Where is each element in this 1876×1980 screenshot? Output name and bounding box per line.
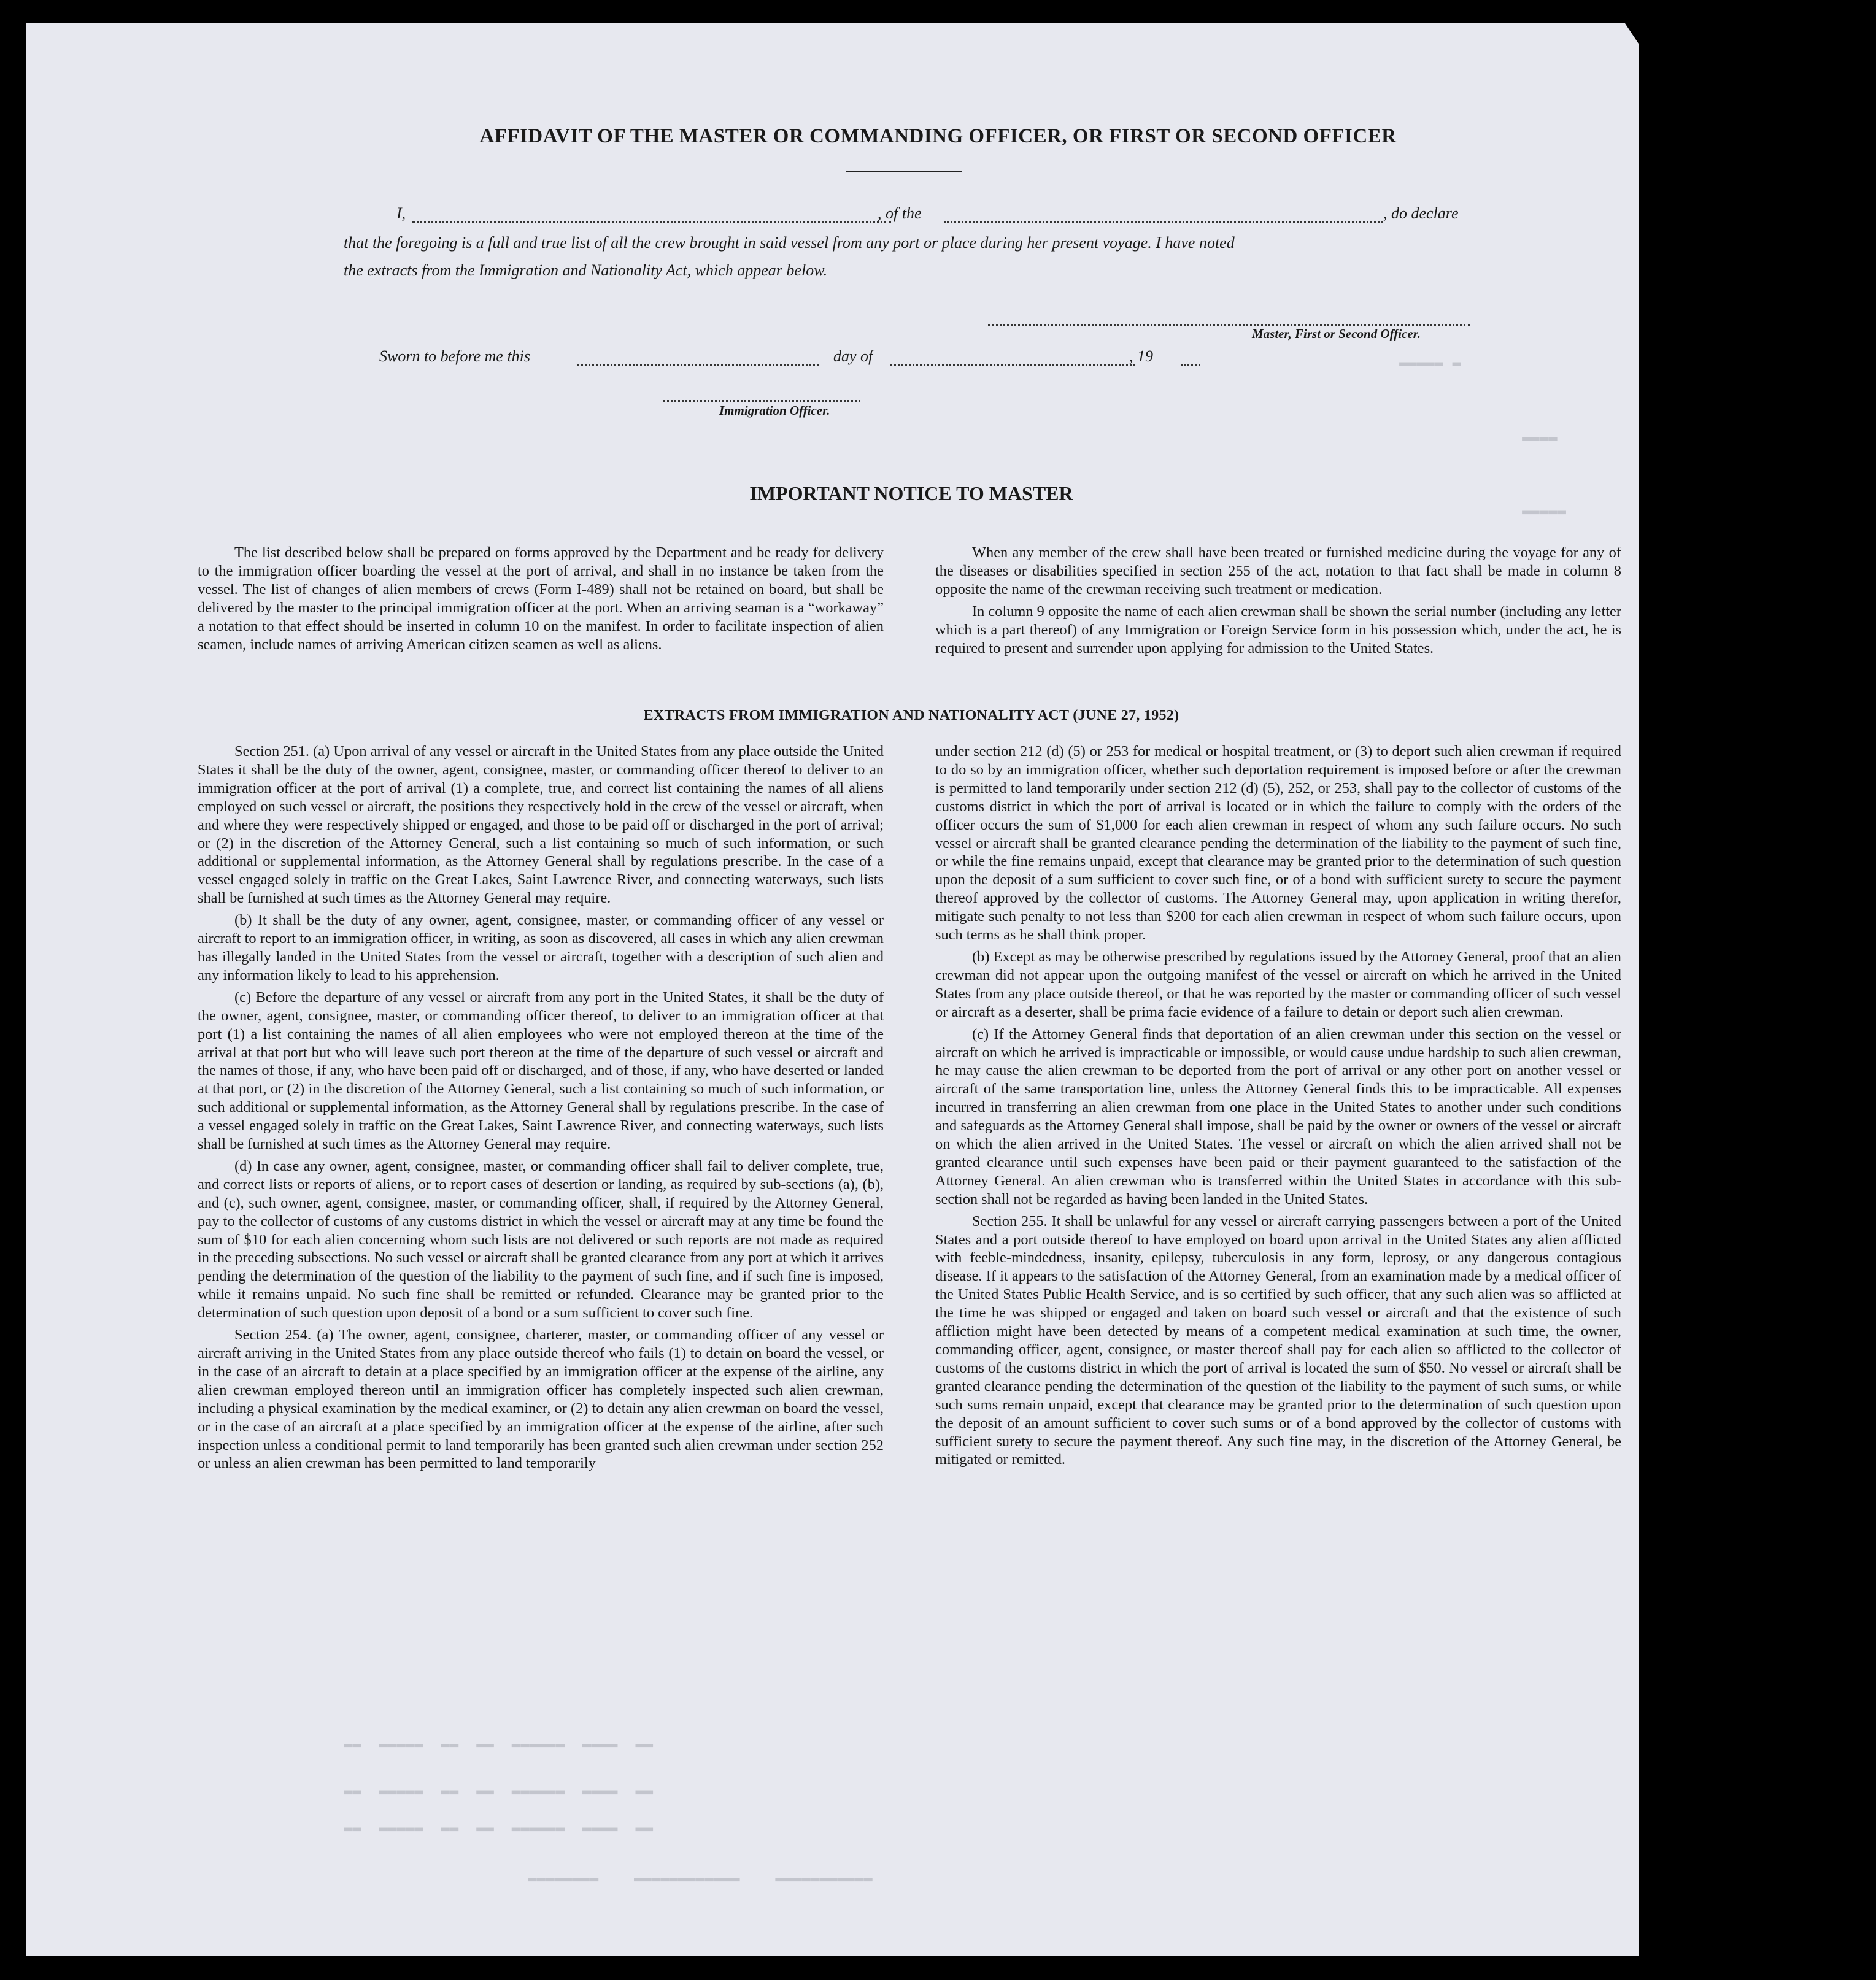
extracts-right-column bbox=[935, 742, 1621, 1469]
show-through-text: ▬▬ ▬▬▬▬ ▬▬▬▬▬▬ ▬▬ ▬▬ ▬▬▬▬▬ ▬▬ bbox=[344, 1820, 654, 1836]
sworn-day-field[interactable] bbox=[577, 364, 819, 366]
punch-hole bbox=[1708, 1681, 1740, 1713]
punch-hole bbox=[1708, 223, 1740, 255]
notice-right-paragraph-1: When any member of the crew shall have been treated or furnished medicine during the voyage for any of the diseases or disabilities specified in section 255 of the act, notation to that fact shall be made in column 8 opposite the name of the crewman receiving such treatment or medication. bbox=[935, 544, 1621, 598]
punch-hole bbox=[1708, 620, 1740, 652]
master-signature-field[interactable] bbox=[988, 324, 1470, 326]
section-251-a: Section 251. (a) Upon arrival of any vessel or aircraft in the United States from any place outside the United States it shall be the duty of the owner, agent, consignee, master, or commanding officer thereof to deliver to an immigration officer at the port of arrival (1) a complete, true, and correct list containing the names of all aliens employed on such vessel or aircraft, the positions they respectively hold in the crew of the vessel or aircraft, when and where they were respectively shipped or engaged, and those to be paid off or discharged in the port of arrival; or (2) in the discretion of the Attorney General, such a list containing so much of such information, or such additional or supplemental information, as the Attorney General shall by regulations prescribe. In the case of a vessel engaged solely in traffic on the Great Lakes, Saint Lawrence River, and connecting waterways, such lists shall be furnished at such times as the Attorney General may require. bbox=[198, 743, 884, 907]
section-254-a: Section 254. (a) The owner, agent, consignee, charterer, master, or commanding officer of any vessel or aircraft arriving in the United States from any place outside thereof who fails (1) to detain on board the vessel, or in the case of an aircraft to detain at a place specified by an immigration officer at the expense of the airline, any alien crewman employed thereon until an immigration officer has completely inspected such alien crewman, including a physical examination by the medical examiner, or (2) to detain any alien crewman on board the vessel, or in the case of an aircraft at a place specified by an immigration officer at the expense of the airline, after such inspection unless a conditional permit to land temporarily has been granted such alien crewman under section 252 or unless an alien crewman has been permitted to land temporarily bbox=[198, 1327, 884, 1472]
notice-right-column bbox=[935, 544, 1621, 657]
declaration-i-label: I, bbox=[396, 204, 406, 222]
affidavit-title: AFFIDAVIT OF THE MASTER OR COMMANDING OFFICER, OR FIRST OR SECOND OFFICER bbox=[479, 125, 1397, 147]
section-254-c: (c) If the Attorney General finds that deportation of an alien crewman under this section on the vessel or aircraft on which he arrived is impracticable or impossible, or would cause undue hardship to such alien crewman, he may cause the alien crewman to be deported from the port of arrival or any other port on another vessel or aircraft of the same transportation line, unless the Attorney General finds this to be impracticable. All expenses incurred in transferring an alien crewman from one place in the United States to another under such conditions and safeguards as the Attorney General shall impose, shall be paid by the owner or owners of the vessel or aircraft on which the alien arrived in the United States. The vessel or aircraft on which the alien arrived shall not be granted clearance until such expenses have been paid or their payment guaranteed to the satisfaction of the Attorney General. An alien crewman who is transferred within the United States in accordance with this sub-section shall not be regarded as having been landed in the United States. bbox=[935, 1025, 1621, 1208]
extracts-heading: EXTRACTS FROM IMMIGRATION AND NATIONALITY ACT (JUNE 27, 1952) bbox=[643, 707, 1179, 723]
vessel-name-field[interactable] bbox=[944, 221, 1383, 223]
sworn-year-field[interactable] bbox=[1181, 364, 1200, 366]
show-through-text: ▬▬ ▬▬▬▬ ▬▬▬▬▬▬ ▬▬ ▬▬ ▬▬▬▬▬ ▬▬ bbox=[344, 1783, 654, 1800]
sworn-month-field[interactable] bbox=[890, 364, 1135, 366]
show-through-text: ▬▬▬▬ bbox=[1522, 430, 1558, 446]
declaration-do-declare-label: , do declare bbox=[1383, 204, 1459, 222]
section-251-c: (c) Before the departure of any vessel or aircraft from any port in the United States, it shall be the duty of the owner, agent, consignee, master, or commanding officer thereof, to deliver to an immigration officer at that port (1) a list containing the names of all alien employees who were not employed thereon at the time of the arrival at that port but who will leave such port thereon at the time of the departure of such vessel or aircraft and the names of those, if any, who have been paid off or discharged, and of those, if any, who have deserted or landed at that port, or (2) in the discretion of the Attorney General, such a list containing so much of such information, or such additional or supplemental information, as the Attorney General shall by regulations prescribe. In the case of a vessel engaged solely in traffic on the Great Lakes, Saint Lawrence River, and connecting waterways, such lists shall be furnished at such times as the Attorney General may require. bbox=[198, 988, 884, 1153]
declaration-of-the-label: , of the bbox=[878, 204, 922, 222]
notice-heading: IMPORTANT NOTICE TO MASTER bbox=[749, 482, 1073, 504]
section-251-d: (d) In case any owner, agent, consignee, master, or commanding officer shall fail to deliver complete, true, and correct lists or reports of aliens, or to report cases of desertion or landing, as required by sub-sections (a), (b), and (c), such owner, agent, consignee, master, or commanding officer, shall, if required by the Attorney General, pay to the collector of customs of any customs district in which the vessel or aircraft may at any time be found the sum of $10 for each alien concerning whom such lists are not delivered or such reports are not made as required in the preceding subsections. No such vessel or aircraft shall be granted clearance from any port at which it arrives pending the determination of the question of the liability to the payment of such fine, and if such fine is imposed, while it remains unpaid. No such fine shall be remitted or refunded. Clearance may be granted prior to the determination of such question upon deposit of a bond or a sum sufficient to cover such fine. bbox=[198, 1157, 884, 1322]
section-254-a-continued: under section 212 (d) (5) or 253 for medical or hospital treatment, or (3) to deport such alien crewman if required to do so by an immigration officer, whether such deportation requirement is imposed before or after the crewman is permitted to land temporarily under section 212 (d) (5), 252, or 253, shall pay to the collector of customs of the customs district in which the port of arrival is located or in which the failure to comply with the orders of the officer occurs the sum of $1,000 for each alien crewman in respect of whom any such failure occurs. No such vessel or aircraft shall be granted clearance pending the determination of the liability to the payment of such fine, or while the fine remains unpaid, except that clearance may be granted prior to the determination of such question upon the deposit of a sum sufficient to cover such fine, or of a bond with sufficient surety to secure the payment thereof approved by the collector of customs. The Attorney General may, upon application in writing therefor, mitigate such penalty to not less than $200 for each alien crewman in respect of whom such failure occurs, upon such terms as he shall think proper. bbox=[935, 743, 1621, 944]
show-through-text: ▬ ▬▬▬▬▬ bbox=[1399, 355, 1461, 371]
section-251-b: (b) It shall be the duty of any owner, agent, consignee, master, or commanding officer of any vessel or aircraft to report to an immigration officer, in writing, as soon as discovered, all cases in which any alien crewman has illegally landed in the United States from the vessel or aircraft, together with a description of such alien and any information likely to lead to his apprehension. bbox=[198, 912, 884, 984]
punch-hole bbox=[1708, 326, 1740, 358]
sworn-year-prefix: , 19 bbox=[1129, 347, 1153, 365]
show-through-text: ▬▬ ▬▬▬▬ ▬▬▬▬▬▬ ▬▬ ▬▬ ▬▬▬▬▬ ▬▬ bbox=[344, 1736, 654, 1753]
section-254-b: (b) Except as may be otherwise prescribed by regulations issued by the Attorney General, proof that an alien crewman did not appear upon the outgoing manifest of the vessel or aircraft on which he arrived in the United States from any place outside thereof, or that he was reported by the master or commanding officer of such vessel or aircraft as a deserter, shall be prima facie evidence of a failure to detain or deport such alien crewman. bbox=[935, 948, 1621, 1020]
extracts-left-column bbox=[198, 742, 884, 1473]
master-signature-caption: Master, First or Second Officer. bbox=[1252, 326, 1421, 341]
notice-left-column bbox=[198, 544, 884, 653]
section-255: Section 255. It shall be unlawful for any vessel or aircraft carrying passengers between a port of the United States and a port outside thereof to have employed on board upon arrival in the United States any alien afflicted with feeble-mindedness, insanity, epilepsy, tuberculosis in any form, leprosy, or any dangerous contagious disease. If it appears to the satisfaction of the Attorney General, from an examination made by a medical officer of the United States Public Health Service, and is so certified by such officer, that any such alien was so afflicted at the time he was shipped or engaged and taken on board such vessel or aircraft and that the existence of such affliction might have been detected by means of a competent medical examination at such time, the owner, commanding officer, agent, consignee, or master thereof shall pay for each alien so afflicted to the collector of customs of the customs district in which the port of arrival is located the sum of $50. No vessel or aircraft shall be granted clearance pending the determination of the question of the liability to the payment of such sums, or while such sums remain unpaid, except that clearance may be granted prior to the determination of such question upon the deposit of an amount sufficient to cover such sums or of a bond approved by the collector of customs with sufficient surety to secure the payment thereof. Any such fine may, in the discretion of the Attorney General, be mitigated or remitted. bbox=[935, 1212, 1621, 1468]
declaration-line-3: the extracts from the Immigration and Nationality Act, which appear below. bbox=[344, 261, 828, 279]
show-through-text: ▬▬▬▬▬▬▬▬▬▬▬ ▬▬▬▬▬▬▬▬▬▬▬▬ ▬▬▬▬▬▬▬▬ bbox=[528, 1870, 873, 1887]
notice-left-paragraph: The list described below shall be prepared on forms approved by the Department and be ready for delivery to the immigration officer boarding the vessel at the port of arrival, and shall in no instance be taken from the vessel. The list of changes of alien members of crews (Form I-489) shall not be retained on board, but shall be delivered by the master to the principal immigration officer at the port. When an arriving seaman is a “workaway” a notation to that effect should be inserted in column 10 on the manifest. In order to facilitate inspection of alien seamen, include names of arriving American citizen seamen as well as aliens. bbox=[198, 544, 884, 653]
notice-right-paragraph-2: In column 9 opposite the name of each alien crewman shall be shown the serial number (including any letter which is a part thereof) of any Immigration or Foreign Service form in his possession which, under the act, he is required to present and surrender upon applying for admission to the United States. bbox=[935, 603, 1621, 657]
punch-hole bbox=[1708, 1778, 1740, 1810]
punch-hole bbox=[1708, 725, 1740, 757]
sworn-day-of-label: day of bbox=[833, 347, 873, 365]
declaration-line-2: that the foregoing is a full and true list of all the crew brought in said vessel from any port or place during her present voyage. I have noted bbox=[344, 234, 1235, 252]
sworn-label: Sworn to before me this bbox=[379, 347, 531, 365]
declarant-name-field[interactable] bbox=[412, 221, 891, 223]
show-through-text: ▬▬▬▬▬ bbox=[1522, 503, 1567, 520]
punch-hole bbox=[1708, 1017, 1740, 1049]
immigration-officer-signature-field[interactable] bbox=[663, 400, 860, 402]
immigration-officer-caption: Immigration Officer. bbox=[719, 403, 830, 418]
title-divider bbox=[846, 171, 962, 172]
punch-hole bbox=[1708, 1354, 1740, 1385]
